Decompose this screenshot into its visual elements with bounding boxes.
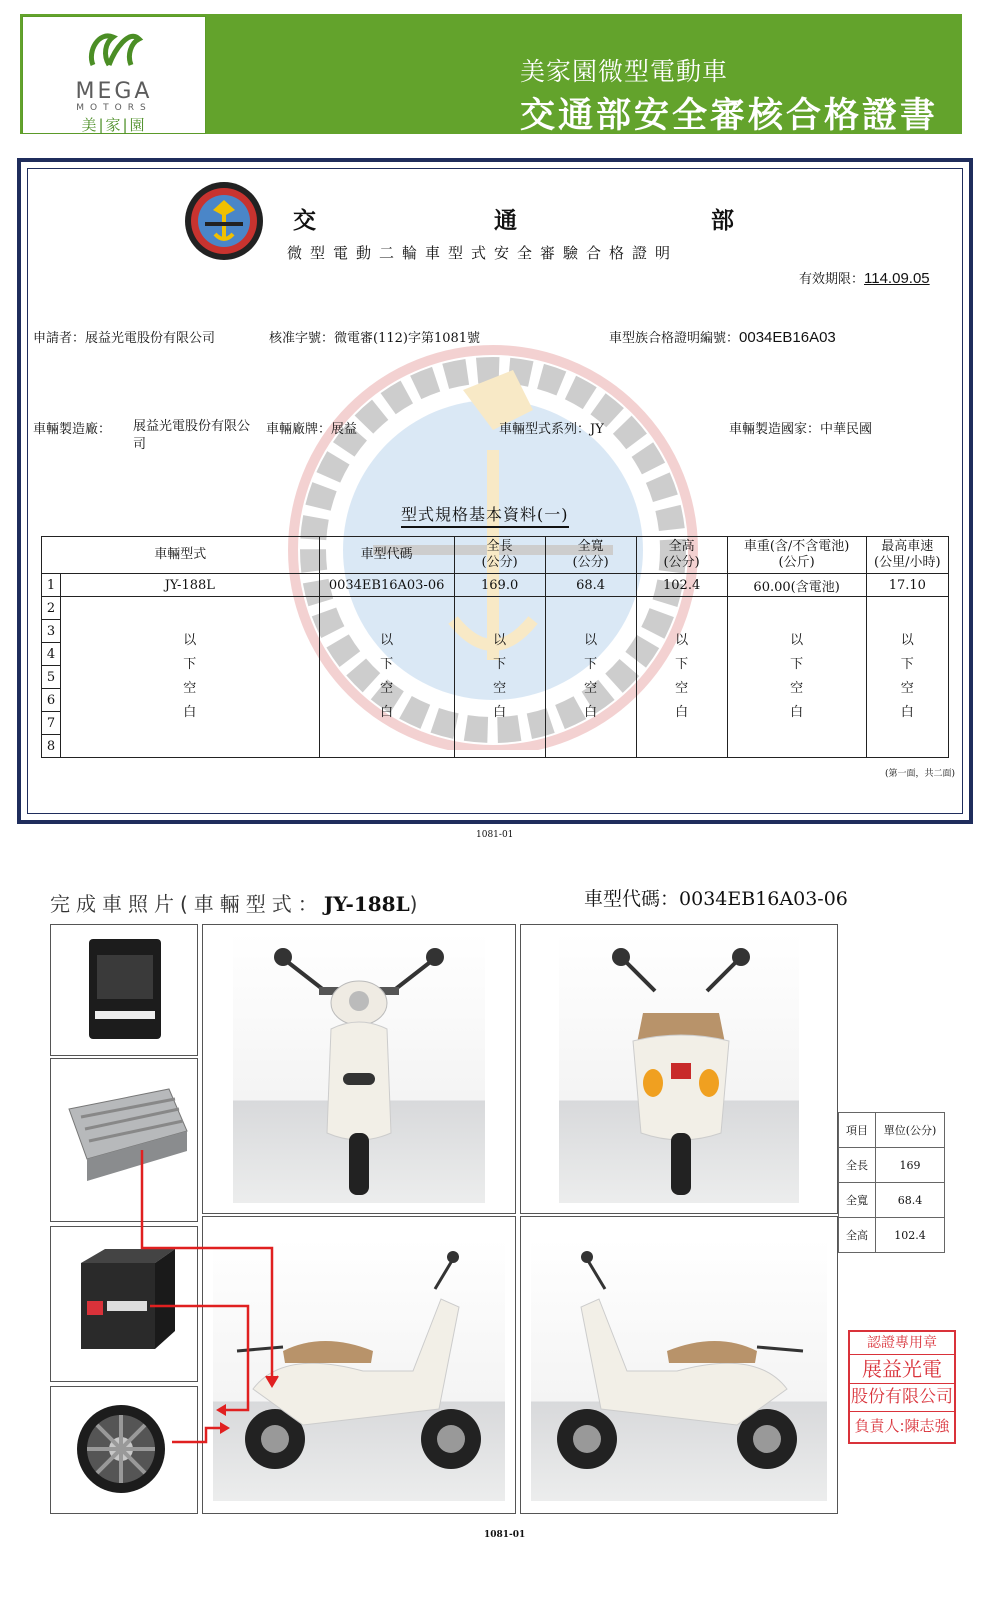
table-row — [839, 1218, 945, 1253]
manufacture-country: 車輛製造國家：中華民國 — [729, 422, 873, 437]
blank-cell-code: 以 下 空 白 — [319, 597, 454, 758]
controller-photo — [50, 1058, 198, 1222]
row-index: 6 — [42, 689, 61, 712]
scooter-front-icon — [233, 933, 485, 1203]
cell-height: 102.4 — [636, 574, 727, 597]
company-stamp — [848, 1330, 956, 1444]
dims-value: 102.4 — [876, 1218, 945, 1253]
col-width: 全寬 (公分) — [545, 537, 636, 574]
table-row — [42, 574, 949, 597]
cell-model: JY-188L — [61, 574, 320, 597]
cell-speed: 17.10 — [866, 574, 948, 597]
ministry-seal-icon — [183, 180, 265, 262]
photo-document-code: 1081-01 — [484, 1530, 526, 1540]
dimensions-table — [838, 1112, 945, 1253]
mega-motors-logo — [22, 16, 206, 134]
row-index: 3 — [42, 620, 61, 643]
stamp-line-2: 展益光電 — [850, 1355, 954, 1384]
dims-value: 169 — [876, 1148, 945, 1183]
logo-brand-text: MEGA — [75, 79, 153, 104]
dims-label: 全寬 — [839, 1183, 876, 1218]
cell-weight: 60.00(含電池) — [727, 574, 866, 597]
family-cert-number — [609, 327, 836, 346]
dims-label: 全高 — [839, 1218, 876, 1253]
col-height: 全高 (公分) — [636, 537, 727, 574]
cell-width: 68.4 — [545, 574, 636, 597]
logo-swirl-icon — [85, 21, 145, 79]
dims-value: 68.4 — [876, 1183, 945, 1218]
validity-label: 有效期限： — [799, 272, 865, 287]
row-index: 1 — [42, 574, 61, 597]
dims-header-item: 項目 — [839, 1113, 876, 1148]
row-index: 8 — [42, 735, 61, 758]
row-index: 2 — [42, 597, 61, 620]
scooter-rear-icon — [559, 933, 799, 1203]
vehicle-series: 車輛型式系列：JY — [499, 422, 604, 437]
col-speed: 最高車速 (公里/小時) — [866, 537, 948, 574]
col-model: 車輛型式 — [42, 537, 320, 574]
dims-label: 全長 — [839, 1148, 876, 1183]
photo-page-title — [50, 888, 423, 917]
front-view-photo — [202, 924, 516, 1214]
rear-view-photo — [520, 924, 838, 1214]
manufacturer-value: 展益光電股份有限公司 — [133, 419, 251, 452]
table-row — [839, 1113, 945, 1148]
table-row — [839, 1148, 945, 1183]
photo-code-value: 0034EB16A03-06 — [679, 888, 848, 910]
applicant: 申請者：展益光電股份有限公司 — [33, 331, 216, 346]
stamp-line-1: 認證專用章 — [850, 1332, 954, 1355]
hub-motor-icon — [51, 1387, 197, 1513]
banner-title: 交通部安全審核合格證書 — [520, 96, 939, 136]
vehicle-brand: 車輛廠牌：展益 — [266, 422, 358, 437]
stamp-line-4: 負責人:陳志強 — [854, 1417, 950, 1435]
blank-cell-length: 以 下 空 白 — [454, 597, 545, 758]
certificate — [17, 158, 973, 824]
table-row — [42, 597, 949, 620]
right-side-photo — [202, 1216, 516, 1514]
cell-code: 0034EB16A03-06 — [319, 574, 454, 597]
blank-cell-width: 以 下 空 白 — [545, 597, 636, 758]
scooter-right-icon — [213, 1239, 505, 1501]
photo-code-label: 車型代碼： — [584, 888, 680, 910]
row-index: 4 — [42, 643, 61, 666]
family-cert-label: 車型族合格證明編號： — [609, 331, 740, 346]
blank-cell-height: 以 下 空 白 — [636, 597, 727, 758]
cell-length: 169.0 — [454, 574, 545, 597]
dims-header-unit: 單位(公分) — [876, 1113, 945, 1148]
validity-value: 114.09.05 — [864, 270, 930, 287]
ministry-char-2: 通 — [494, 207, 517, 234]
scooter-left-icon — [531, 1239, 827, 1501]
blank-cell-model: 以 下 空 白 — [61, 597, 320, 758]
row-index: 7 — [42, 712, 61, 735]
stamp-line-3: 股份有限公司 — [850, 1384, 954, 1412]
logo-sub-text: MOTORS — [76, 103, 152, 113]
battery-photo — [50, 924, 198, 1056]
spec-table-title: 型式規格基本資料(一) — [401, 502, 569, 528]
ministry-char-1: 交 — [293, 207, 316, 234]
logo-chinese-text: 美|家|園 — [81, 116, 147, 134]
certificate-subtitle: 微型電動二輪車型式安全審驗合格證明 — [287, 244, 679, 262]
banner-subtitle: 美家園微型電動車 — [520, 57, 729, 86]
left-side-photo — [520, 1216, 838, 1514]
photo-title-prefix: 完成車照片(車輛型式： — [50, 892, 324, 916]
approval-number: 核准字號：微電審(112)字第1081號 — [269, 331, 481, 346]
controller-icon — [51, 1059, 197, 1221]
spec-table-header — [42, 537, 949, 574]
validity-date — [799, 268, 930, 287]
document-code: 1081-01 — [476, 830, 514, 840]
spec-table — [41, 536, 949, 758]
photo-vehicle-code — [584, 884, 848, 911]
table-row — [839, 1183, 945, 1218]
blank-cell-speed: 以 下 空 白 — [866, 597, 948, 758]
col-length: 全長 (公分) — [454, 537, 545, 574]
family-cert-value: 0034EB16A03 — [739, 329, 836, 346]
photo-title-model: JY-188L — [323, 892, 410, 916]
photo-title-suffix: ) — [409, 892, 424, 916]
ministry-char-3: 部 — [711, 207, 734, 234]
charger-icon — [51, 1227, 197, 1381]
battery-icon — [51, 925, 197, 1055]
motor-photo — [50, 1386, 198, 1514]
manufacturer-label: 車輛製造廠： — [33, 422, 112, 437]
col-code: 車型代碼 — [319, 537, 454, 574]
row-index: 5 — [42, 666, 61, 689]
charger-photo — [50, 1226, 198, 1382]
col-weight: 車重(含/不含電池) (公斤) — [727, 537, 866, 574]
page-count: (第一面，共二面) — [884, 769, 955, 779]
blank-cell-weight: 以 下 空 白 — [727, 597, 866, 758]
